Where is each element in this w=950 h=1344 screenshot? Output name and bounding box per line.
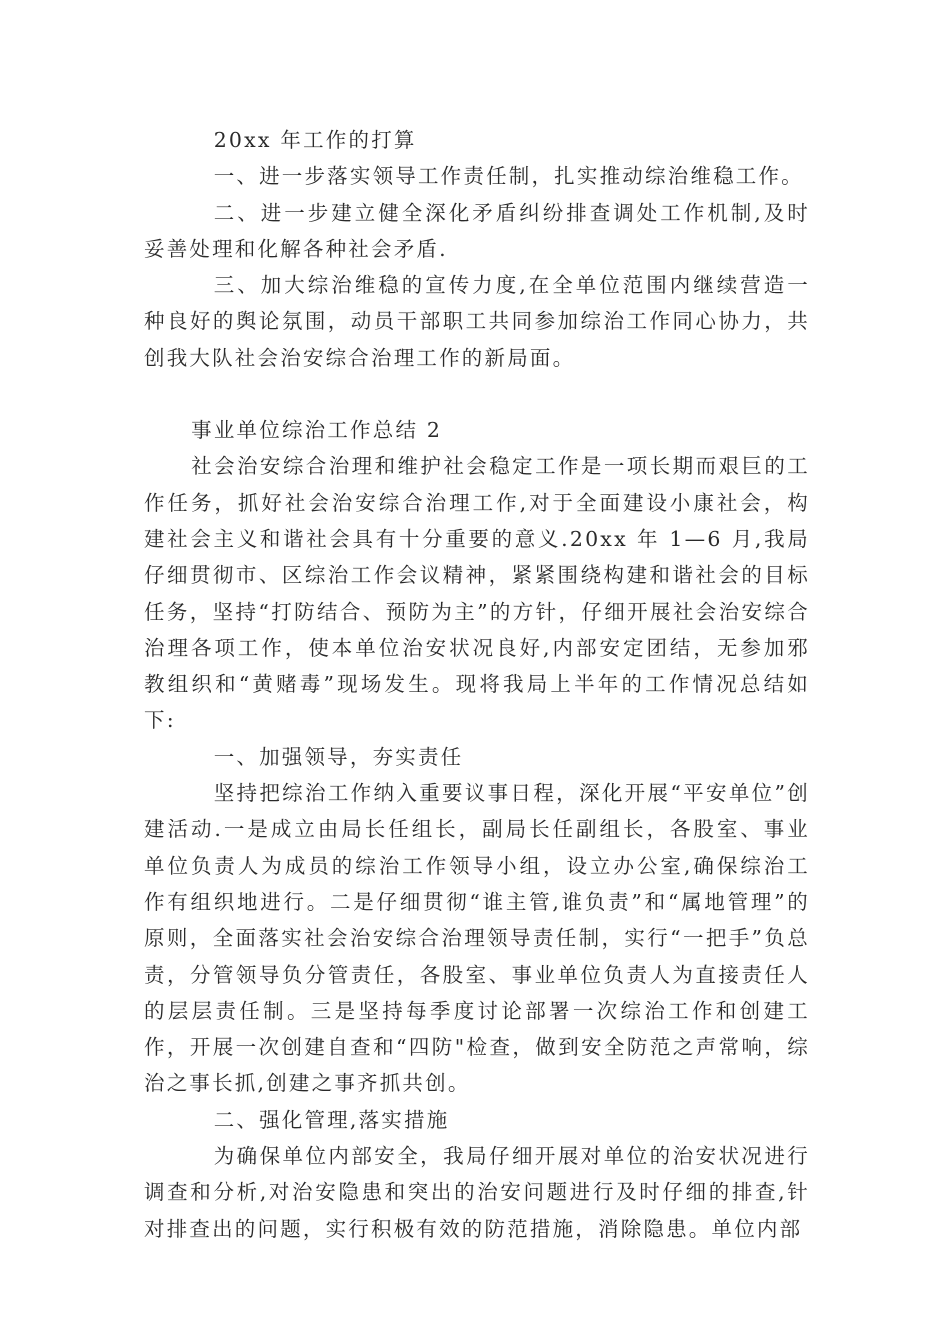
- plan-title: 20xx 年工作的打算: [213, 128, 417, 152]
- section-title: 事业单位综治工作总结 2: [191, 418, 443, 443]
- plan-item-3: 三、加大综治维稳的宣传力度,在全单位范围内继续营造一种良好的舆论氛围，动员干部职工共同参加综治工作同心协力，共创我大队社会治安综合治理工作的新局面。: [144, 273, 810, 370]
- section-gap: [144, 376, 810, 412]
- paragraph-2: 为确保单位内部安全，我局仔细开展对单位的治安状况进行调查和分析,对治安隐患和突出的治安问题进行及时仔细的排查,针对排查出的问题，实行积极有效的防范措施，消除隐患。单位内部: [144, 1144, 810, 1241]
- document-page: [144, 122, 810, 1247]
- heading-2: 二、强化管理,落实措施: [213, 1107, 450, 1132]
- plan-item-2: 二、进一步建立健全深化矛盾纠纷排查调处工作机制,及时妥善处理和化解各种社会矛盾.: [144, 200, 810, 261]
- paragraph-1: 坚持把综治工作纳入重要议事日程，深化开展“平安单位”创建活动.一是成立由局长任组长，副局长任副组长，各股室、事业单位负责人为成员的综治工作领导小组，设立办公室,确保综治工作有组织地进行。二是仔细贯彻“谁主管,谁负责”和“属地管理”的原则，全面落实社会治安综合治理领导责任制，实行“一把手”负总责，分管领导负分管责任，各股室、事业单位负责人为直接责任人的层层责任制。三是坚持每季度讨论部署一次综治工作和创建工作，开展一次创建自查和“四防"检查，做到安全防范之声常响，综治之事长抓,创建之事齐抓共创。: [144, 781, 810, 1096]
- intro-paragraph: 社会治安综合治理和维护社会稳定工作是一项长期而艰巨的工作任务，抓好社会治安综合治理工作,对于全面建设小康社会，构建社会主义和谐社会具有十分重要的意义.20xx 年 1—6 月,我局仔细贯彻市、区综治工作会议精神，紧紧围绕构建和谐社会的目标任务，坚持“打防结合、预防为主”的方针，仔细开展社会治安综合治理各项工作，使本单位治安状况良好,内部安定团结，无参加邪教组织和“黄赌毒”现场发生。现将我局上半年的工作情况总结如下:: [144, 454, 810, 733]
- plan-item-1: 一、进一步落实领导工作责任制，扎实推动综治维稳工作。: [213, 164, 804, 189]
- heading-1: 一、加强领导，夯实责任: [213, 744, 464, 769]
